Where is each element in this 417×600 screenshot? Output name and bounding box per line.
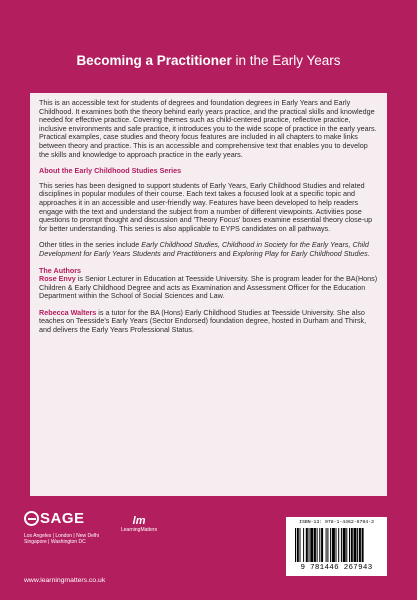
other-titles-paragraph	[39, 241, 378, 258]
isbn-label: ISBN-13: 978-1-4462-6794-3	[299, 520, 374, 525]
learning-matters-logo	[121, 516, 157, 533]
author1-bio: is Senior Lecturer in Education at Teesside University. She is program leader for the BA(Hons) Children & Early Childhood Degree and acts as Examination and Assessment Officer for the Education Department within the School of Social Sciences and Law.	[39, 274, 378, 301]
authors-heading: The Authors	[39, 265, 82, 275]
author2-bio: is a tutor for the BA (Hons) Early Childhood Studies at Teesside University. She also teaches on Teesside's Early Years (Sector Endorsed) foundation degree, hosted in Durham and Thirsk, and delivers the Early Years Professional Status.	[39, 307, 367, 335]
series-paragraph: This series has been designed to support students of Early Years, Early Childhood Studies and related disciplines in popular modules of their course. Each text takes a focused look at a specific topic and approaches it in an accessible and user-friendly way. Features have been developed to help readers engage with the text and understand the subject from a number of different viewpoints. Activities pose questions to prompt thought and discussion and 'Theory Focus' boxes examine essential theory close-up for better understanding. This series is also applicable to EYPS candidates on all pathways.	[39, 180, 373, 233]
sage-logo-block	[24, 510, 99, 546]
author2-name: Rebecca Walters	[39, 307, 97, 317]
barcode-digits: 9 781446 267943	[300, 564, 373, 572]
intro-paragraph: This is an accessible text for students of degrees and foundation degrees in Early Years and Early Childhood. It examines both the theory behind early years practice, and the practical skills and knowledge needed for effective practice. Covering themes such as child-centered practice, reflective practice, inclusive environments and safe practice, it introduces you to the wide scope of practice in the early years. Practical examples, case studies and theory focus features are included in all chapters to make links between theory and practice. This is an accessible and comprehensive text that enables you to develop the skills and knowledge to approach practice in the early years.	[39, 98, 377, 159]
other-titles-last: Exploring Play for Early Childhood Studies	[232, 248, 368, 258]
author1-name: Rose Envy	[39, 274, 76, 284]
sage-logo	[24, 510, 99, 527]
sage-circle-icon	[24, 511, 39, 526]
lm-name: LearningMatters	[121, 527, 158, 533]
other-titles-end: .	[367, 248, 370, 258]
sage-name: SAGE	[40, 510, 85, 527]
sage-cities	[24, 533, 99, 546]
blurb-panel	[30, 93, 387, 496]
title-bold: Becoming a Practitioner	[76, 53, 232, 68]
series-heading: About the Early Childhood Studies Series	[39, 166, 182, 176]
sage-cities-line-1: Los Angeles | London | New Delhi	[24, 533, 99, 539]
other-titles-list: Early Childhood Studies, Childhood in Society for the Early Years, Child Development for Early Years Students and Practitioners	[39, 240, 369, 258]
author2-paragraph	[39, 309, 378, 335]
other-titles-prefix: Other titles in the series include	[39, 240, 142, 250]
isbn-barcode	[286, 517, 387, 576]
sage-cities-line-2: Singapore | Washington DC	[24, 539, 86, 546]
author1-paragraph	[39, 275, 378, 301]
lm-mark: lm	[132, 515, 146, 527]
barcode-bars-icon	[295, 528, 381, 562]
other-titles-and: and	[216, 248, 233, 258]
publisher-url: www.learningmatters.co.uk	[24, 577, 106, 584]
cover-title	[0, 53, 417, 68]
title-regular: in the Early Years	[231, 53, 341, 68]
